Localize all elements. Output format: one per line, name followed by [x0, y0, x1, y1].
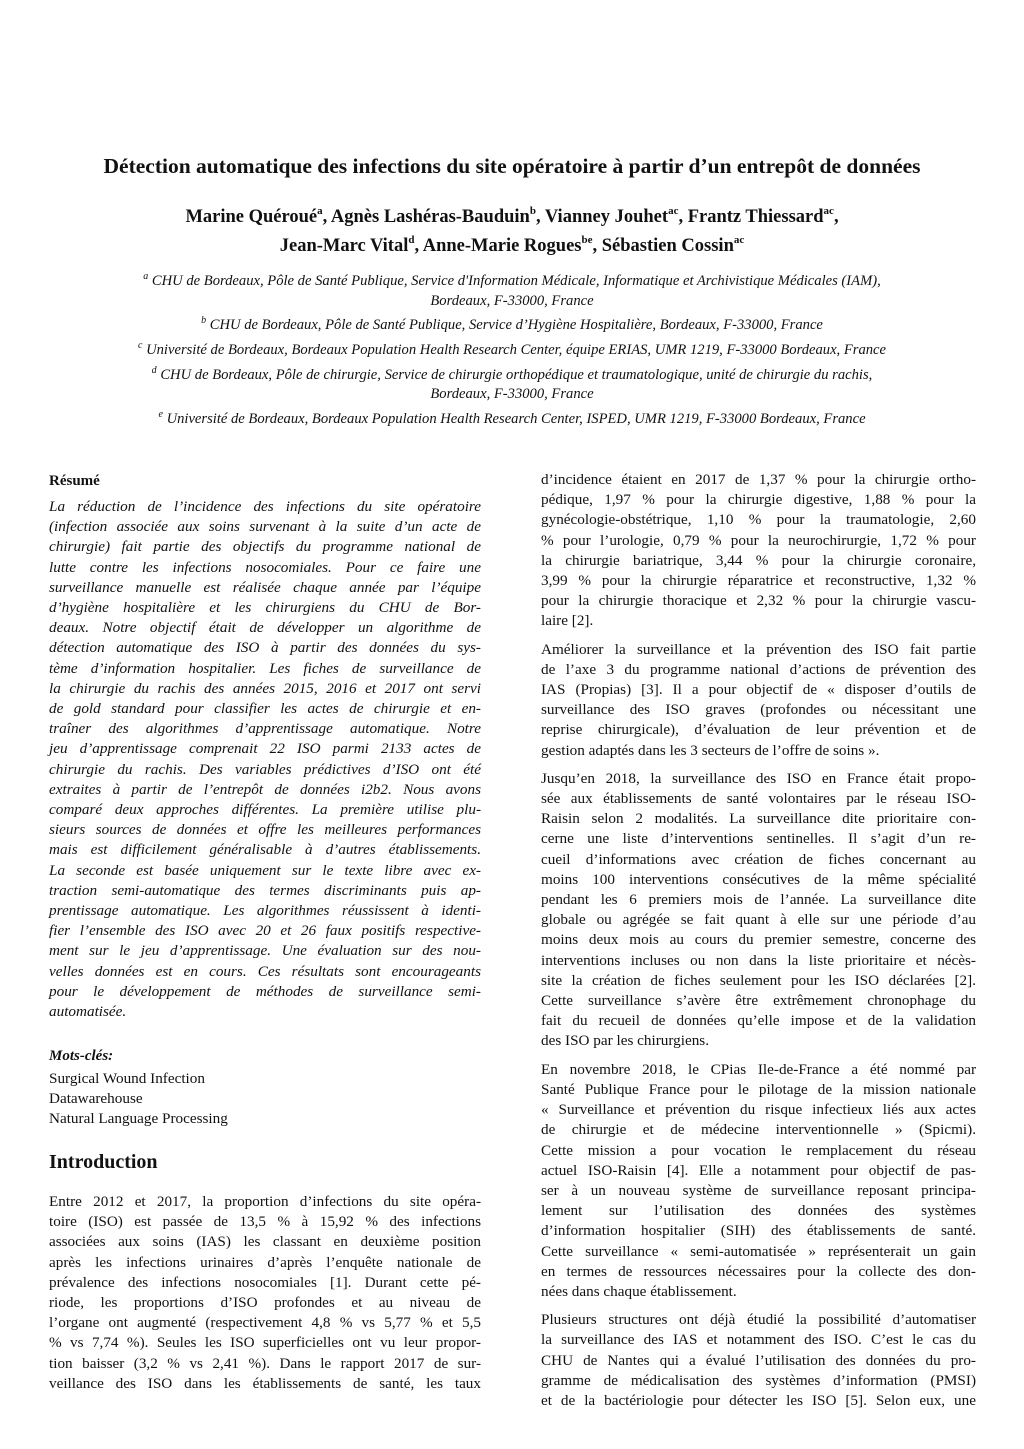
author-name: Jean-Marc Vital [279, 236, 409, 257]
text-line: « Surveillance et prévention du risque infectieux liés aux actes [541, 1101, 976, 1119]
text-line: interventions incluses ou non dans la liste prioritaire et nécès- [541, 951, 976, 969]
author-affiliation-mark: ac [733, 234, 745, 247]
abstract-line: comparé deux approches différentes. La première utilise plu- [49, 801, 481, 819]
abstract-line: prentissage automatique. Les algorithmes réussissent à identi- [49, 902, 481, 920]
affiliation-mark: c [137, 340, 143, 352]
keyword: Datawarehouse [49, 1090, 143, 1108]
affiliation-line [0, 267, 1024, 292]
affiliation-text: CHU de Bordeaux, Pôle de Santé Publique, Service d’Hygiène Hospitalière, Bordeaux, F-33000, France [209, 317, 823, 334]
text-line: Raisin selon 2 modalités. La surveillance dite prioritaire con- [541, 810, 976, 828]
text-line: en termes de ressources nécessaires pour la collecte des don- [541, 1262, 976, 1280]
keyword: Surgical Wound Infection [49, 1070, 205, 1087]
text-line: l’organe ont augmenté (respectivement 4,8 % vs 5,77 % et 5,5 [49, 1314, 481, 1332]
keywords-heading: Mots-clés: [49, 1048, 114, 1064]
text-line: nées dans chaque établissement. [541, 1282, 737, 1300]
affiliation-text: Université de Bordeaux, Bordeaux Population Health Research Center, équipe ERIAS, UMR 1219, F-33000 Bordeaux, France [146, 341, 886, 358]
abstract-line: jeu d’apprentissage comprenait 22 ISO parmi 2133 actes de [49, 740, 481, 758]
text-line: fait du recueil de données qu’elle impose et de la validation [541, 1012, 976, 1030]
text-line: 3,99 % pour la chirurgie réparatrice et reconstructive, 1,32 % [541, 572, 976, 590]
affiliation-mark: a [143, 271, 149, 282]
author-name: Marine Quéroué [185, 207, 318, 228]
affiliation-text: Bordeaux, F-33000, France [430, 386, 594, 403]
introduction-heading: Introduction [49, 1151, 158, 1173]
text-line: pendant les 6 premiers mois de l’année. La surveillance dite [541, 891, 976, 909]
text-line: Santé Publique France pour le pilotage de la mission nationale [541, 1080, 976, 1098]
text-line: gramme de médicalisation des systèmes d’information (PMSI) [541, 1371, 976, 1389]
text-line: Cette surveillance s’avère être extrêmement chronophage du [541, 992, 976, 1010]
keyword: Natural Language Processing [49, 1110, 228, 1128]
text-line: IAS (Propias) [3]. Il a pour objectif de « disposer d’outils de [541, 681, 976, 699]
text-line: % pour l’urologie, 0,79 % pour la neurochirurgie, 1,72 % pour [541, 531, 976, 549]
author-line-2 [0, 229, 1024, 258]
text-line: gestion adaptés dans les 3 secteurs de l’offre de soins ». [541, 741, 880, 759]
affiliation-text: Université de Bordeaux, Bordeaux Population Health Research Center, ISPED, UMR 1219, F-33000 Bordeaux, France [166, 411, 866, 428]
abstract-line: surveillance manuelle est réalisée chaque année par l’équipe [49, 578, 481, 596]
text-line: cueil d’informations avec création de fiches concernant au [541, 850, 976, 868]
author-affiliation-mark: a [317, 205, 323, 217]
author-list [0, 200, 1024, 258]
affiliation-line [0, 385, 1024, 405]
affiliation-text: Bordeaux, F-33000, France [430, 292, 594, 309]
text-line: site la création de fiches seulement pour les ISO déclarées [2]. [541, 971, 976, 989]
right-column-text [541, 470, 976, 1419]
abstract-line: sieurs sources de données et offre les meilleures performances [49, 821, 481, 839]
text-line: lement sur l’utilisation des données des systèmes [541, 1202, 976, 1220]
abstract-line: tème d’information hospitalier. Les fiches de surveillance de [49, 659, 481, 677]
author-affiliation-mark: b [529, 205, 536, 217]
affiliation-mark: d [151, 364, 157, 376]
affiliation-mark: e [158, 409, 163, 421]
text-line: CHU de Nantes qui a évalué l’utilisation des données du pro- [541, 1351, 976, 1369]
abstract-line: ment sur le jeu d’apprentissage. Une évaluation sur des nou- [49, 942, 481, 960]
text-line: reprise chirurgicale), d’évaluation de leur prévention et de [541, 721, 976, 739]
author-name: Frantz Thiessard [687, 207, 824, 228]
abstract-line: (infection associée aux soins survenant à la suite d’un acte de [49, 518, 481, 536]
affiliation-mark: b [201, 315, 207, 327]
author-affiliation-mark: ac [823, 205, 834, 217]
text-line: la surveillance des IAS et notamment des ISO. C’est le cas du [541, 1331, 976, 1349]
abstract-line: automatisée. [49, 1003, 127, 1021]
abstract-line: deaux. Notre objectif était de développer un algorithme de [49, 619, 481, 637]
text-line: pour la chirurgie thoracique et 2,32 % pour la chirurgie vascu- [541, 592, 976, 610]
abstract-line: la chirurgie du rachis des années 2015, 2016 et 2017 ont servi [49, 679, 481, 697]
text-line: actuel ISO-Raisin [4]. Elle a notamment pour objectif de pas- [541, 1161, 976, 1179]
affiliation-line [0, 405, 1024, 430]
abstract-line: extraites à partir de l’entrepôt de données i2b2. Nous avons [49, 780, 481, 798]
text-line: Cette mission a pour vocation le remplacement du réseau [541, 1141, 976, 1159]
author-name: Agnès Lashéras-Bauduin [330, 207, 530, 228]
author-name: Sébastien Cossin [601, 236, 734, 257]
text-line: la chirurgie bariatrique, 3,44 % pour la chirurgie coronaire, [541, 551, 976, 569]
text-line: laire [2]. [541, 612, 594, 630]
text-line: pédique, 1,97 % pour la chirurgie digestive, 1,88 % pour la [541, 491, 976, 509]
text-line: de l’axe 3 du programme national d’actions de prévention des [541, 660, 976, 678]
affiliation-text: CHU de Bordeaux, Pôle de Santé Publique, Service d'Information Médicale, Informatique et Archivistique Médicales (IAM), [151, 272, 881, 289]
affiliation-line [0, 292, 1024, 312]
author-separator: , [678, 207, 688, 228]
author-affiliation-mark: ac [668, 205, 679, 217]
abstract-line: La réduction de l’incidence des infections du site opératoire [49, 498, 481, 515]
text-line: % vs 7,74 %). Seules les ISO superficielles ont vu leur propor- [49, 1334, 481, 1352]
affiliation-line [0, 361, 1024, 386]
affiliation-list [0, 267, 1024, 430]
text-line: gynécologie-obstétrique, 1,10 % pour la traumatologie, 2,60 [541, 511, 976, 529]
abstract-line: La seconde est basée uniquement sur le texte libre avec ex- [49, 861, 481, 879]
text-line: veillance des ISO dans les établissements de santé, les taux [49, 1374, 481, 1392]
paragraph [541, 769, 976, 1052]
affiliation-line [0, 336, 1024, 361]
author-name: Vianney Jouhet [544, 207, 669, 228]
abstract-line: détection automatique des ISO à partir des données du sys- [49, 639, 481, 657]
text-line: d’information hospitalier (SIH) des établissements de santé. [541, 1222, 976, 1240]
text-line: ser à un nouveau système de surveillance reposant principa- [541, 1181, 976, 1199]
text-line: tion baisser (3,2 % vs 2,41 %). Dans le rapport 2017 de sur- [49, 1354, 481, 1372]
abstract-line: pour le développement de méthodes de surveillance semi- [49, 982, 481, 1000]
text-line: cerne une liste d’interventions sentinelles. Il s’agit d’un re- [541, 830, 976, 848]
text-line: En novembre 2018, le CPias Ile-de-France a été nommé par [541, 1060, 976, 1078]
text-line: moins deux mois au cours du premier semestre, concerne des [541, 931, 976, 949]
abstract-line: velles données est en cours. Ces résultats sont encourageants [49, 962, 481, 980]
text-line: des ISO par les chirurgiens. [541, 1032, 710, 1050]
abstract-line: fier l’ensemble des ISO avec 20 et 26 faux positifs respective- [49, 922, 481, 940]
author-name: Anne-Marie Rogues [422, 236, 582, 257]
keywords-list [49, 1069, 228, 1130]
text-line: sée aux établissements de santé volontaires par le réseau ISO- [541, 790, 976, 808]
abstract-line: lutte contre les infections nosocomiales. Pour ce faire une [49, 558, 481, 576]
text-line: toire (ISO) est passée de 13,5 % à 15,92 % des infections [49, 1213, 481, 1231]
paragraph [541, 1060, 976, 1302]
author-separator: , [592, 236, 602, 257]
text-line: globale ou agrégée se fait quant à elle sur une période d’au [541, 911, 976, 929]
text-line: et de la bactériologie pour détecter les ISO [5]. Selon eux, une [541, 1391, 976, 1409]
affiliation-text: CHU de Bordeaux, Pôle de chirurgie, Service de chirurgie orthopédique et traumatologique, unité de chirurgie du rachis, [160, 366, 873, 383]
text-line: après les infections urinaires d’après l’enquête nationale de [49, 1253, 481, 1271]
author-separator: , [535, 207, 545, 228]
paragraph [541, 1310, 976, 1411]
text-line: Jusqu’en 2018, la surveillance des ISO en France était propo- [541, 769, 976, 787]
abstract-line: chirurgie) fait partie des objectifs du programme national de [49, 538, 481, 556]
author-affiliation-mark: be [581, 234, 593, 247]
abstract-line: chirurgie du rachis. Des variables prédictives d’ISO ont été [49, 760, 481, 778]
text-line: surveillance des ISO graves (profondes ou nécessitant une [541, 701, 976, 719]
author-affiliation-mark: d [408, 234, 415, 247]
text-line: moins 100 interventions consécutives de la même spécialité [541, 870, 976, 888]
introduction-left-text [49, 1192, 481, 1394]
text-line: Plusieurs structures ont déjà étudié la possibilité d’automatiser [541, 1311, 976, 1329]
text-line: de chirurgie et de médecine interventionnelle » (Spicmi). [541, 1121, 976, 1139]
affiliation-line [0, 311, 1024, 336]
abstract-line: traction semi-automatique des termes discriminants puis ap- [49, 881, 481, 899]
text-line: Entre 2012 et 2017, la proportion d’infections du site opéra- [49, 1193, 481, 1210]
text-line: Améliorer la surveillance et la prévention des ISO fait partie [541, 640, 976, 658]
abstract-heading: Résumé [49, 473, 100, 489]
author-separator: , [414, 236, 423, 257]
text-line: prévalence des infections nosocomiales [1]. Durant cette pé- [49, 1273, 481, 1291]
author-line-1 [0, 200, 1024, 229]
abstract-body [49, 497, 481, 1022]
paragraph [541, 470, 976, 632]
text-line: d’incidence étaient en 2017 de 1,37 % pour la chirurgie ortho- [541, 471, 976, 488]
text-line: Cette surveillance « semi-automatisée » représenterait un gain [541, 1242, 976, 1260]
paragraph [541, 640, 976, 761]
text-line: riode, les proportions d’ISO profondes et au niveau de [49, 1294, 481, 1312]
text-line: associées aux soins (IAS) les classant en deuxième position [49, 1233, 481, 1251]
author-separator: , [833, 207, 839, 228]
paper-title: Détection automatique des infections du site opératoire à partir d’un entrepôt de données [103, 154, 921, 178]
abstract-line: traîner des algorithmes d’apprentissage automatique. Notre [49, 720, 481, 738]
author-separator: , [322, 207, 331, 228]
abstract-line: d’hygiène hospitalière et les chirurgiens du CHU de Bor- [49, 599, 481, 617]
abstract-line: mais est difficilement généralisable à d’autres établissements. [49, 841, 481, 859]
abstract-line: de gold standard pour classifier les actes de chirurgie et en- [49, 700, 481, 718]
